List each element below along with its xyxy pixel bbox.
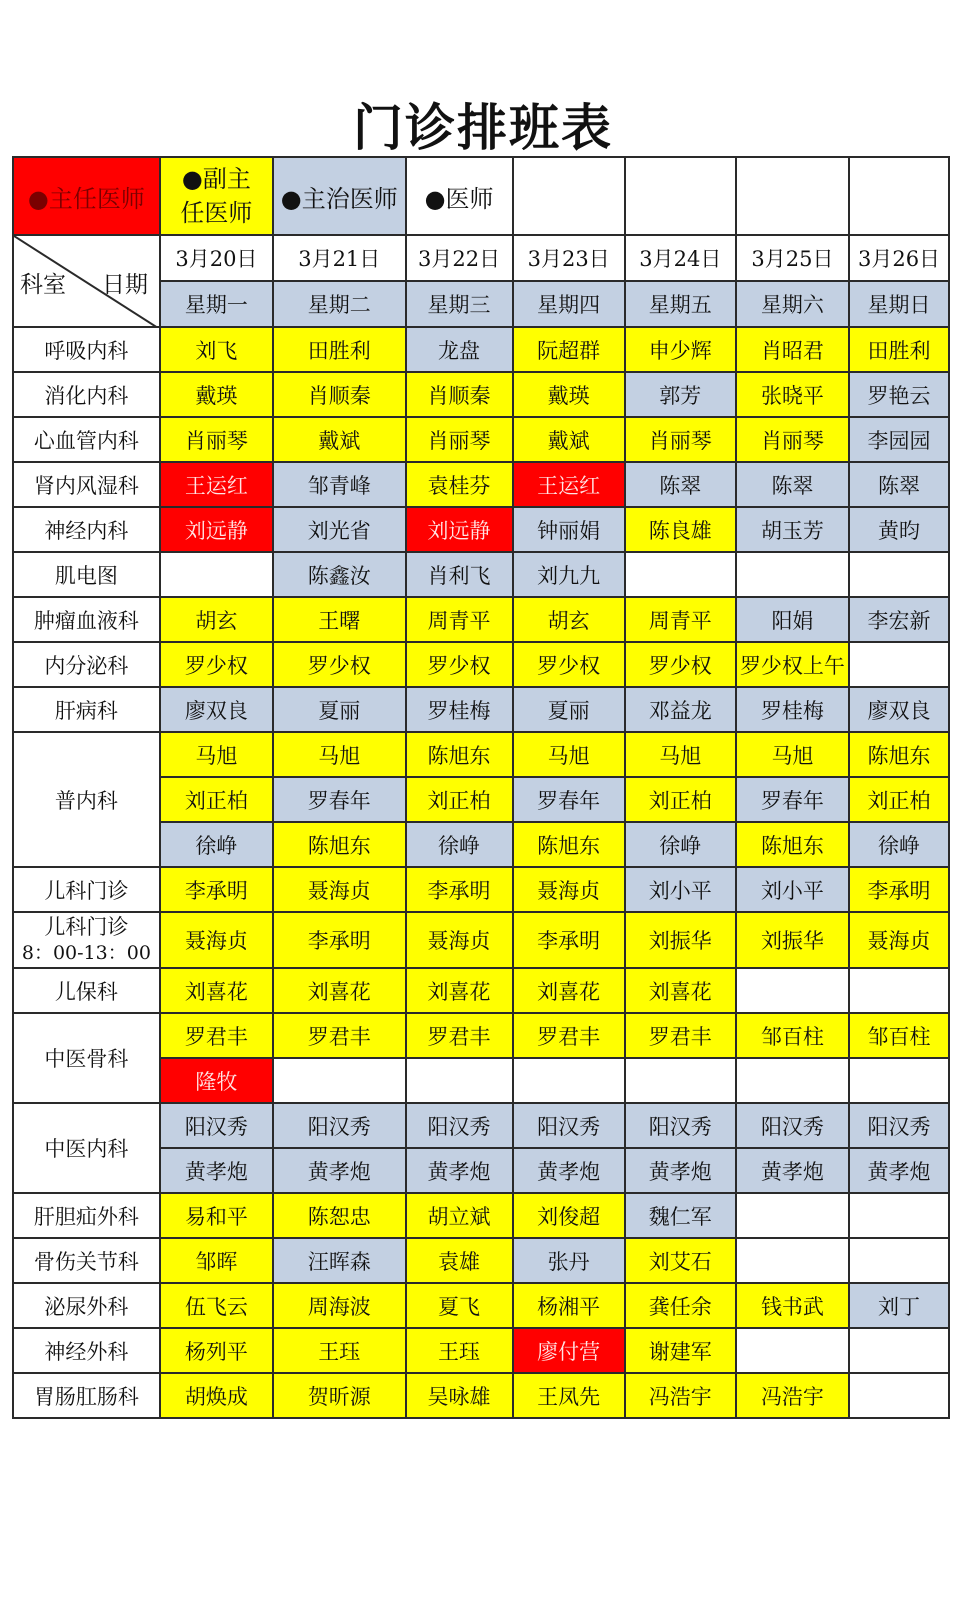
- doctor-cell: 罗春年: [736, 777, 849, 822]
- doctor-cell: 肖顺秦: [273, 372, 406, 417]
- dept-name: 肌电图: [13, 552, 160, 597]
- doctor-cell: 胡立斌: [406, 1193, 513, 1238]
- doctor-cell: 周青平: [625, 597, 736, 642]
- empty-cell: [736, 1058, 849, 1103]
- dept-header-label: 科室: [20, 272, 66, 298]
- weekday-cell: 星期二: [273, 281, 406, 327]
- doctor-cell: 徐峥: [160, 822, 273, 867]
- weekday-cell: 星期三: [406, 281, 513, 327]
- doctor-cell: 聂海贞: [273, 867, 406, 912]
- dept-name: 中医内科: [13, 1103, 160, 1193]
- doctor-cell: 隆牧: [160, 1058, 273, 1103]
- doctor-cell: 王凤先: [513, 1373, 625, 1418]
- doctor-cell: 罗少权: [273, 642, 406, 687]
- schedule-table: [12, 156, 950, 1419]
- doctor-cell: 陈良雄: [625, 507, 736, 552]
- doctor-cell: 申少辉: [625, 327, 736, 372]
- doctor-cell: 杨湘平: [513, 1283, 625, 1328]
- legend-empty: [849, 157, 949, 235]
- doctor-cell: 陈翠: [625, 462, 736, 507]
- doctor-cell: 易和平: [160, 1193, 273, 1238]
- legend-row: [13, 157, 949, 235]
- doctor-cell: 钱书武: [736, 1283, 849, 1328]
- empty-cell: [513, 1058, 625, 1103]
- legend-deputy-line1: ●副主: [181, 165, 251, 193]
- doctor-cell: 邹晖: [160, 1238, 273, 1283]
- doctor-cell: 郭芳: [625, 372, 736, 417]
- legend-empty: [625, 157, 736, 235]
- weekday-cell: 星期四: [513, 281, 625, 327]
- doctor-cell: 王运红: [160, 462, 273, 507]
- date-cell: 3月23日: [513, 235, 625, 281]
- doctor-cell: 黄孝炮: [849, 1148, 949, 1193]
- schedule-row: [13, 417, 949, 462]
- doctor-cell: 夏丽: [513, 687, 625, 732]
- doctor-cell: 聂海贞: [160, 912, 273, 968]
- doctor-cell: 李承明: [849, 867, 949, 912]
- doctor-cell: 罗少权: [513, 642, 625, 687]
- doctor-cell: 罗少权: [406, 642, 513, 687]
- doctor-cell: 陈恕忠: [273, 1193, 406, 1238]
- schedule-row: [13, 867, 949, 912]
- date-cell: 3月22日: [406, 235, 513, 281]
- doctor-cell: 刘正柏: [160, 777, 273, 822]
- doctor-cell: 李承明: [406, 867, 513, 912]
- schedule-row: [13, 507, 949, 552]
- schedule-row: [13, 552, 949, 597]
- doctor-cell: 张晓平: [736, 372, 849, 417]
- empty-cell: [736, 1193, 849, 1238]
- doctor-cell: 刘振华: [736, 912, 849, 968]
- doctor-cell: 黄孝炮: [273, 1148, 406, 1193]
- doctor-cell: 刘远静: [160, 507, 273, 552]
- doctor-cell: 刘正柏: [406, 777, 513, 822]
- doctor-cell: 李承明: [160, 867, 273, 912]
- empty-cell: [849, 552, 949, 597]
- header-diagonal-cell: [13, 235, 160, 327]
- doctor-cell: 罗艳云: [849, 372, 949, 417]
- doctor-cell: 王运红: [513, 462, 625, 507]
- doctor-cell: 袁桂芬: [406, 462, 513, 507]
- dept-name: 呼吸内科: [13, 327, 160, 372]
- dept-name: 胃肠肛肠科: [13, 1373, 160, 1418]
- date-cell: 3月24日: [625, 235, 736, 281]
- doctor-cell: 黄孝炮: [736, 1148, 849, 1193]
- doctor-cell: 肖利飞: [406, 552, 513, 597]
- weekday-cell: 星期一: [160, 281, 273, 327]
- doctor-cell: 黄孝炮: [625, 1148, 736, 1193]
- weekday-cell: 星期六: [736, 281, 849, 327]
- doctor-cell: 阳娟: [736, 597, 849, 642]
- doctor-cell: 汪晖森: [273, 1238, 406, 1283]
- legend-empty: [736, 157, 849, 235]
- doctor-cell: 刘喜花: [513, 968, 625, 1013]
- doctor-cell: 龚任余: [625, 1283, 736, 1328]
- doctor-cell: 戴斌: [273, 417, 406, 462]
- doctor-cell: 罗君丰: [625, 1013, 736, 1058]
- empty-cell: [849, 1193, 949, 1238]
- doctor-cell: 肖丽琴: [625, 417, 736, 462]
- dept-name: 骨伤关节科: [13, 1238, 160, 1283]
- doctor-cell: 黄孝炮: [513, 1148, 625, 1193]
- doctor-cell: 刘飞: [160, 327, 273, 372]
- schedule-row: [13, 732, 949, 777]
- dept-name-line1: 儿科门诊: [44, 915, 129, 939]
- legend-deputy: [160, 157, 273, 235]
- dept-name: 普内科: [13, 732, 160, 867]
- doctor-cell: 徐峥: [625, 822, 736, 867]
- doctor-cell: 肖丽琴: [160, 417, 273, 462]
- doctor-cell: 胡玄: [513, 597, 625, 642]
- weekday-cell: 星期五: [625, 281, 736, 327]
- doctor-cell: 刘光省: [273, 507, 406, 552]
- doctor-cell: 夏丽: [273, 687, 406, 732]
- doctor-cell: 阮超群: [513, 327, 625, 372]
- doctor-cell: 阳汉秀: [849, 1103, 949, 1148]
- schedule-row: [13, 327, 949, 372]
- doctor-cell: 刘小平: [625, 867, 736, 912]
- doctor-cell: 罗少权: [625, 642, 736, 687]
- dept-name: 内分泌科: [13, 642, 160, 687]
- dept-name: 儿科门诊: [13, 867, 160, 912]
- doctor-cell: 刘小平: [736, 867, 849, 912]
- doctor-cell: 邹百柱: [736, 1013, 849, 1058]
- doctor-cell: 罗少权: [160, 642, 273, 687]
- doctor-cell: 马旭: [160, 732, 273, 777]
- schedule-row: [13, 1013, 949, 1058]
- empty-cell: [736, 1238, 849, 1283]
- empty-cell: [736, 552, 849, 597]
- dept-hours: 8：00-13：00: [21, 942, 151, 964]
- doctor-cell: 肖顺秦: [406, 372, 513, 417]
- doctor-cell: 戴瑛: [160, 372, 273, 417]
- doctor-cell: 马旭: [273, 732, 406, 777]
- doctor-cell: 阳汉秀: [273, 1103, 406, 1148]
- weekday-cell: 星期日: [849, 281, 949, 327]
- dept-name: 肾内风湿科: [13, 462, 160, 507]
- doctor-cell: 陈旭东: [406, 732, 513, 777]
- legend-director: ●主任医师: [13, 157, 160, 235]
- dept-name: [13, 912, 160, 968]
- doctor-cell: 刘远静: [406, 507, 513, 552]
- legend-physician: ●医师: [406, 157, 513, 235]
- doctor-cell: 魏仁军: [625, 1193, 736, 1238]
- legend-deputy-line2: 任医师: [180, 199, 253, 227]
- doctor-cell: 罗君丰: [513, 1013, 625, 1058]
- empty-cell: [849, 1328, 949, 1373]
- doctor-cell: 田胜利: [273, 327, 406, 372]
- doctor-cell: 冯浩宇: [736, 1373, 849, 1418]
- doctor-cell: 李承明: [513, 912, 625, 968]
- doctor-cell: 罗春年: [273, 777, 406, 822]
- doctor-cell: 田胜利: [849, 327, 949, 372]
- doctor-cell: 聂海贞: [513, 867, 625, 912]
- doctor-cell: 冯浩宇: [625, 1373, 736, 1418]
- doctor-cell: 胡玉芳: [736, 507, 849, 552]
- empty-cell: [273, 1058, 406, 1103]
- doctor-cell: 邓益龙: [625, 687, 736, 732]
- doctor-cell: 马旭: [736, 732, 849, 777]
- empty-cell: [849, 1373, 949, 1418]
- schedule-row: [13, 912, 949, 968]
- doctor-cell: 邹百柱: [849, 1013, 949, 1058]
- schedule-row: [13, 1193, 949, 1238]
- doctor-cell: 谢建军: [625, 1328, 736, 1373]
- doctor-cell: 刘喜花: [273, 968, 406, 1013]
- doctor-cell: 徐峥: [849, 822, 949, 867]
- doctor-cell: 黄昀: [849, 507, 949, 552]
- schedule-row: [13, 642, 949, 687]
- doctor-cell: 李承明: [273, 912, 406, 968]
- doctor-cell: 黄孝炮: [406, 1148, 513, 1193]
- empty-cell: [625, 552, 736, 597]
- doctor-cell: 周海波: [273, 1283, 406, 1328]
- doctor-cell: 罗君丰: [406, 1013, 513, 1058]
- empty-cell: [736, 968, 849, 1013]
- doctor-cell: 阳汉秀: [513, 1103, 625, 1148]
- page-title: 门诊排班表: [353, 98, 613, 157]
- dept-name: 中医骨科: [13, 1013, 160, 1103]
- doctor-cell: 徐峥: [406, 822, 513, 867]
- empty-cell: [625, 1058, 736, 1103]
- doctor-cell: 刘喜花: [406, 968, 513, 1013]
- doctor-cell: 刘正柏: [849, 777, 949, 822]
- doctor-cell: 刘振华: [625, 912, 736, 968]
- empty-cell: [849, 642, 949, 687]
- doctor-cell: 罗桂梅: [736, 687, 849, 732]
- doctor-cell: 刘丁: [849, 1283, 949, 1328]
- legend-empty: [513, 157, 625, 235]
- schedule-row: [13, 1103, 949, 1148]
- doctor-cell: 聂海贞: [849, 912, 949, 968]
- empty-cell: [849, 1238, 949, 1283]
- doctor-cell: 袁雄: [406, 1238, 513, 1283]
- doctor-cell: 杨列平: [160, 1328, 273, 1373]
- doctor-cell: 陈旭东: [273, 822, 406, 867]
- date-header-label: 日期: [102, 272, 148, 298]
- doctor-cell: 陈翠: [736, 462, 849, 507]
- dept-name: 肿瘤血液科: [13, 597, 160, 642]
- doctor-cell: 廖双良: [160, 687, 273, 732]
- schedule-row: [13, 372, 949, 417]
- doctor-cell: 罗君丰: [273, 1013, 406, 1058]
- doctor-cell: 陈旭东: [736, 822, 849, 867]
- schedule-row: [13, 1373, 949, 1418]
- date-cell: 3月26日: [849, 235, 949, 281]
- schedule-row: [13, 968, 949, 1013]
- empty-cell: [849, 968, 949, 1013]
- doctor-cell: 王曙: [273, 597, 406, 642]
- doctor-cell: 王珏: [406, 1328, 513, 1373]
- dept-name: 心血管内科: [13, 417, 160, 462]
- doctor-cell: 马旭: [625, 732, 736, 777]
- dept-name: 神经外科: [13, 1328, 160, 1373]
- doctor-cell: 罗春年: [513, 777, 625, 822]
- doctor-cell: 肖昭君: [736, 327, 849, 372]
- doctor-cell: 戴瑛: [513, 372, 625, 417]
- doctor-cell: 肖丽琴: [406, 417, 513, 462]
- doctor-cell: 阳汉秀: [625, 1103, 736, 1148]
- doctor-cell: 胡玄: [160, 597, 273, 642]
- doctor-cell: 阳汉秀: [406, 1103, 513, 1148]
- doctor-cell: 刘喜花: [160, 968, 273, 1013]
- empty-cell: [406, 1058, 513, 1103]
- schedule-row: [13, 1283, 949, 1328]
- date-cell: 3月25日: [736, 235, 849, 281]
- empty-cell: [849, 1058, 949, 1103]
- doctor-cell: 刘俊超: [513, 1193, 625, 1238]
- doctor-cell: 吴咏雄: [406, 1373, 513, 1418]
- date-cell: 3月21日: [273, 235, 406, 281]
- dept-name: 肝病科: [13, 687, 160, 732]
- doctor-cell: 肖丽琴: [736, 417, 849, 462]
- dept-name: 泌尿外科: [13, 1283, 160, 1328]
- doctor-cell: 刘正柏: [625, 777, 736, 822]
- doctor-cell: 陈旭东: [849, 732, 949, 777]
- schedule-row: [13, 687, 949, 732]
- doctor-cell: 邹青峰: [273, 462, 406, 507]
- dept-name: 儿保科: [13, 968, 160, 1013]
- doctor-cell: 贺昕源: [273, 1373, 406, 1418]
- doctor-cell: 罗桂梅: [406, 687, 513, 732]
- doctor-cell: 黄孝炮: [160, 1148, 273, 1193]
- dept-name: 肝胆疝外科: [13, 1193, 160, 1238]
- empty-cell: [736, 1328, 849, 1373]
- doctor-cell: 罗君丰: [160, 1013, 273, 1058]
- doctor-cell: 聂海贞: [406, 912, 513, 968]
- doctor-cell: 张丹: [513, 1238, 625, 1283]
- doctor-cell: 廖双良: [849, 687, 949, 732]
- doctor-cell: 李宏新: [849, 597, 949, 642]
- schedule-row: [13, 462, 949, 507]
- doctor-cell: 刘艾石: [625, 1238, 736, 1283]
- doctor-cell: 戴斌: [513, 417, 625, 462]
- doctor-cell: 钟丽娟: [513, 507, 625, 552]
- doctor-cell: 阳汉秀: [160, 1103, 273, 1148]
- doctor-cell: 伍飞云: [160, 1283, 273, 1328]
- dept-name: 消化内科: [13, 372, 160, 417]
- dept-name: 神经内科: [13, 507, 160, 552]
- doctor-cell: 李园园: [849, 417, 949, 462]
- doctor-cell: 龙盘: [406, 327, 513, 372]
- doctor-cell: 陈旭东: [513, 822, 625, 867]
- doctor-cell: 陈翠: [849, 462, 949, 507]
- doctor-cell: 王珏: [273, 1328, 406, 1373]
- date-cell: 3月20日: [160, 235, 273, 281]
- doctor-cell: 胡焕成: [160, 1373, 273, 1418]
- doctor-cell: 刘九九: [513, 552, 625, 597]
- schedule-row: [13, 1328, 949, 1373]
- doctor-cell: 罗少权上午: [736, 642, 849, 687]
- doctor-cell: 马旭: [513, 732, 625, 777]
- doctor-cell: 廖付营: [513, 1328, 625, 1373]
- doctor-cell: 夏飞: [406, 1283, 513, 1328]
- doctor-cell: 刘喜花: [625, 968, 736, 1013]
- empty-cell: [160, 552, 273, 597]
- doctor-cell: 阳汉秀: [736, 1103, 849, 1148]
- schedule-row: [13, 1238, 949, 1283]
- doctor-cell: 周青平: [406, 597, 513, 642]
- date-row: [13, 235, 949, 281]
- schedule-row: [13, 597, 949, 642]
- legend-attending: ●主治医师: [273, 157, 406, 235]
- doctor-cell: 陈鑫汝: [273, 552, 406, 597]
